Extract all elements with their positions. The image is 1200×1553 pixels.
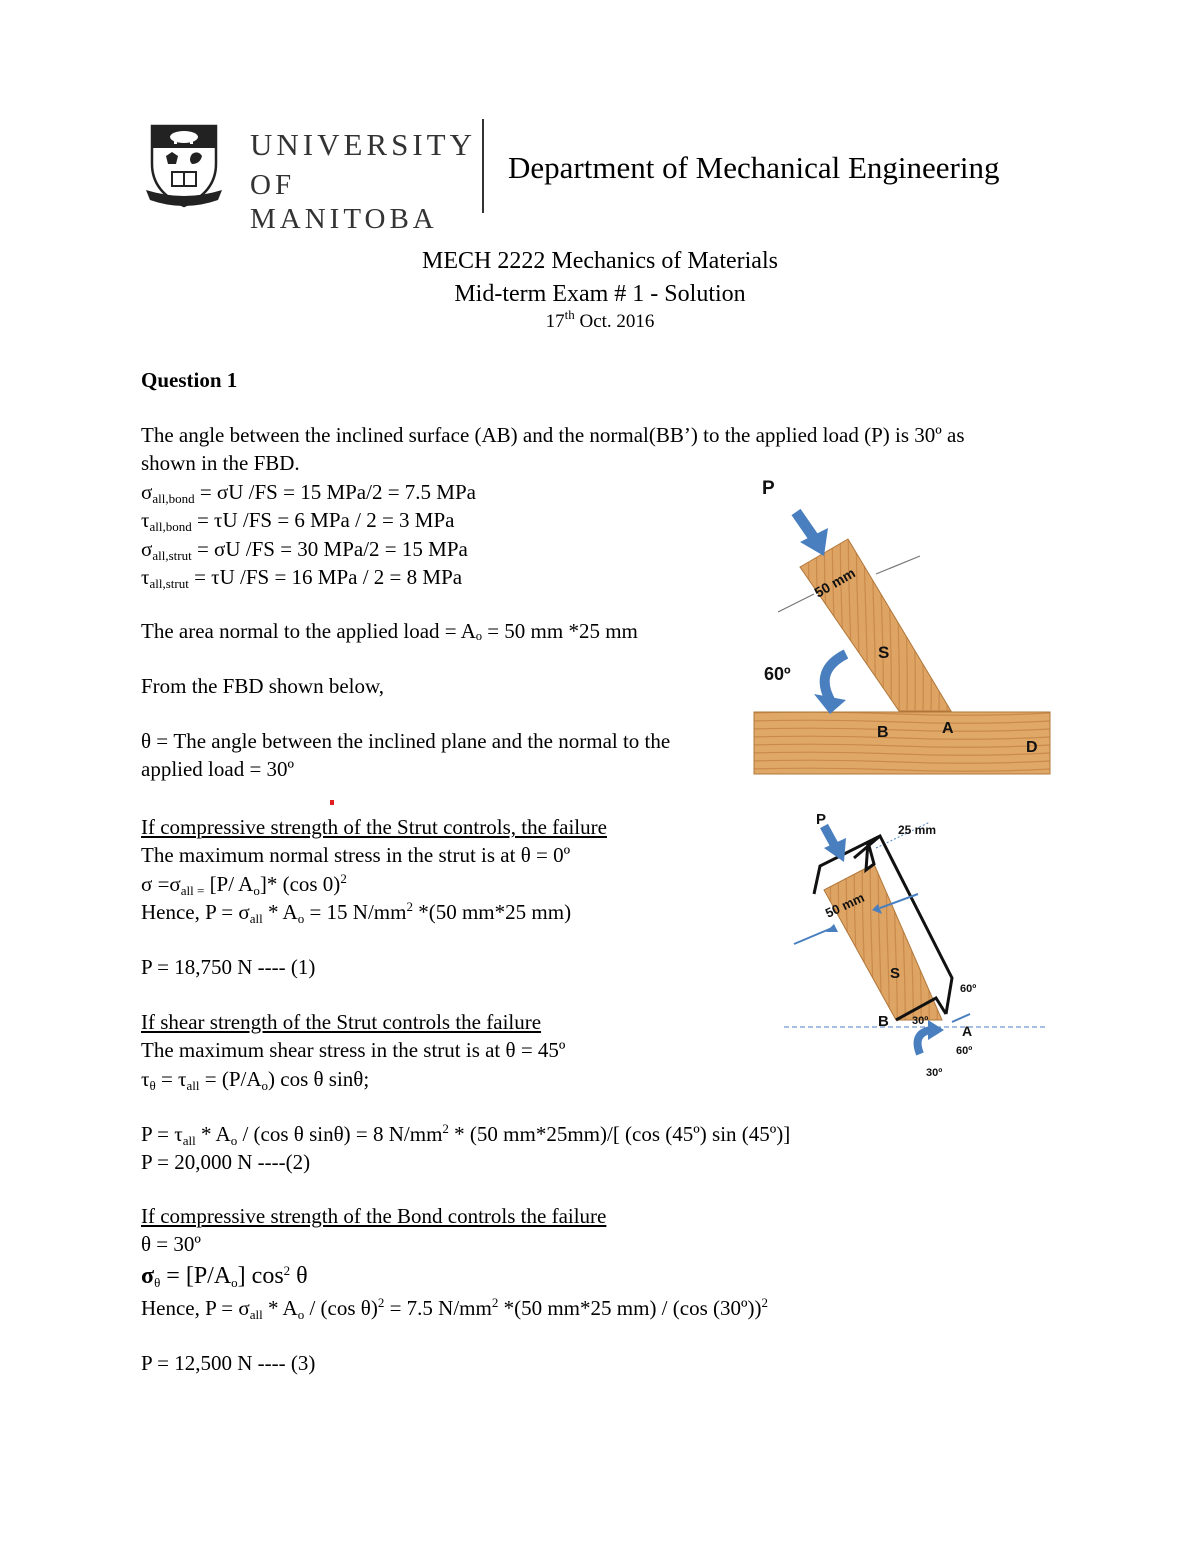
diagram1-label-s: S: [878, 643, 890, 662]
exam-date: 17th Oct. 2016: [545, 307, 655, 332]
department-title: Department of Mechanical Engineering: [508, 150, 1000, 185]
diagram2-label-angle30b: 30º: [926, 1067, 943, 1079]
diagram1-label-width: 50 mm: [811, 564, 858, 601]
fbd-load-arrow-icon: [824, 826, 846, 862]
curved-arrow-icon: [814, 654, 846, 714]
case2-line-3: $P = \tau_{all} * A_o / (\cos$ θ sinθ) = 8 $N/mm^2 * (50$ mm*25mm)/[ (cos (45º) sin (45º)]: [141, 1121, 791, 1148]
fbd-width-arrow-left-icon: [794, 928, 832, 944]
diagram1-label-p: P: [762, 478, 775, 499]
course-title: MECH 2222 Mechanics of Materials: [422, 248, 778, 274]
width-arrow-left-icon: [778, 594, 814, 612]
diagram1-label-b: B: [877, 724, 889, 741]
fbd-strut: [824, 864, 942, 1020]
university-name-line1: UNIVERSITY: [250, 127, 476, 162]
theta-line-1: θ = The angle between the inclined plane and the normal to the: [141, 729, 671, 753]
diagram1-label-d: D: [1026, 739, 1038, 756]
diagram2-label-b: B: [878, 1013, 889, 1030]
diagram2-label-thickness: 25 mm: [898, 823, 937, 837]
allowable-bond-normal: $\sigma_{all,bond} = \sigma U$ /FS = 15 MPa/2 = 7.5 MPa: [141, 480, 476, 506]
diagram2-label-a: A: [962, 1023, 973, 1039]
diagram2-label-p: P: [816, 811, 827, 828]
fbd-diagram: [780, 808, 1050, 1086]
diagram2-label-width: 50 mm: [822, 889, 867, 921]
diagram2-label-angle60b: 60º: [956, 1045, 973, 1057]
case2-line-2: $\tau_\theta = \tau_{all} = (P/A_o)$ cos θ sinθ;: [141, 1067, 370, 1093]
university-crest-icon: [144, 120, 224, 210]
case3-line-1: θ = 30º: [141, 1232, 201, 1256]
fbd-base-arrow-icon: [952, 1014, 970, 1022]
case1-line-2: $\sigma =\sigma_{all =}$ [P/ $A_o]*$ (cos 0)$^2$: [141, 871, 347, 898]
diagram1-label-angle: 60º: [764, 664, 791, 684]
university-logo: [144, 120, 476, 235]
theta-line-2: applied load = 30º: [141, 757, 295, 781]
diagram2-label-angle30a: 30º: [912, 1015, 929, 1027]
diagram1-label-a: A: [942, 720, 954, 737]
red-marker: [330, 800, 334, 805]
exam-title: Mid-term Exam # 1 - Solution: [454, 281, 746, 307]
case3-line-2: $\sigma_\theta = [P/A_o]$ $\cos^2 \theta$: [141, 1263, 308, 1290]
intro-line-2: shown in the FBD.: [141, 451, 300, 475]
allowable-bond-shear: $\tau_{all,bond} = \tau U$ /FS = 6 MPa / 2 = 3 MPa: [141, 508, 455, 534]
allowable-strut-normal: $\sigma_{all,strut} = \sigma U$ /FS = 30 MPa/2 = 15 MPa: [141, 537, 468, 563]
case1-line-3: Hence, $P = \sigma_{all} * A_o = 15$ $N/mm^2$ *(50 mm*25 mm): [141, 899, 572, 926]
area-line: The area normal to the applied load = Aₒ = 50 mm *25 mm: [141, 619, 638, 643]
beam: [754, 712, 1050, 774]
case1-heading: If compressive strength of the Strut controls, the failure: [141, 815, 607, 839]
question-heading: Question 1: [141, 368, 238, 392]
allowable-strut-shear: $\tau_{all,strut} = \tau U$ /FS = 16 MPa / 2 = 8 MPa: [141, 565, 463, 591]
diagram2-label-angle60a: 60º: [960, 983, 977, 995]
case3-heading: If compressive strength of the Bond controls the failure: [141, 1204, 607, 1228]
strut-diagram: [750, 470, 1060, 780]
case2-line-1: The maximum shear stress in the strut is at θ = 45º: [141, 1038, 566, 1062]
case2-heading: If shear strength of the Strut controls the failure: [141, 1010, 542, 1034]
case2-result: P = 20,000 N ----(2): [141, 1150, 311, 1174]
intro-line-1: The angle between the inclined surface (AB) and the normal(BB’) to the applied load (P) is 30º as: [141, 423, 965, 447]
case1-result: P = 18,750 N ---- (1): [141, 955, 316, 979]
case3-result: P = 12,500 N ---- (3): [141, 1351, 316, 1375]
fbd-line: From the FBD shown below,: [141, 674, 385, 698]
width-arrow-right-icon: [876, 556, 920, 574]
university-name-line2: OF MANITOBA: [250, 169, 438, 235]
header-divider: [482, 119, 484, 213]
load-arrow-icon: [796, 512, 828, 556]
case1-line-1: The maximum normal stress in the strut is at θ = 0º: [141, 843, 571, 867]
case3-line-3: Hence, $P = \sigma_{all} * A_o / (\cos$ θ)$^2$ = 7.5 $N/mm^2$ *(50 mm*25 mm) / (cos (30º))$^2$: [141, 1295, 768, 1322]
diagram2-label-s: S: [890, 965, 901, 982]
